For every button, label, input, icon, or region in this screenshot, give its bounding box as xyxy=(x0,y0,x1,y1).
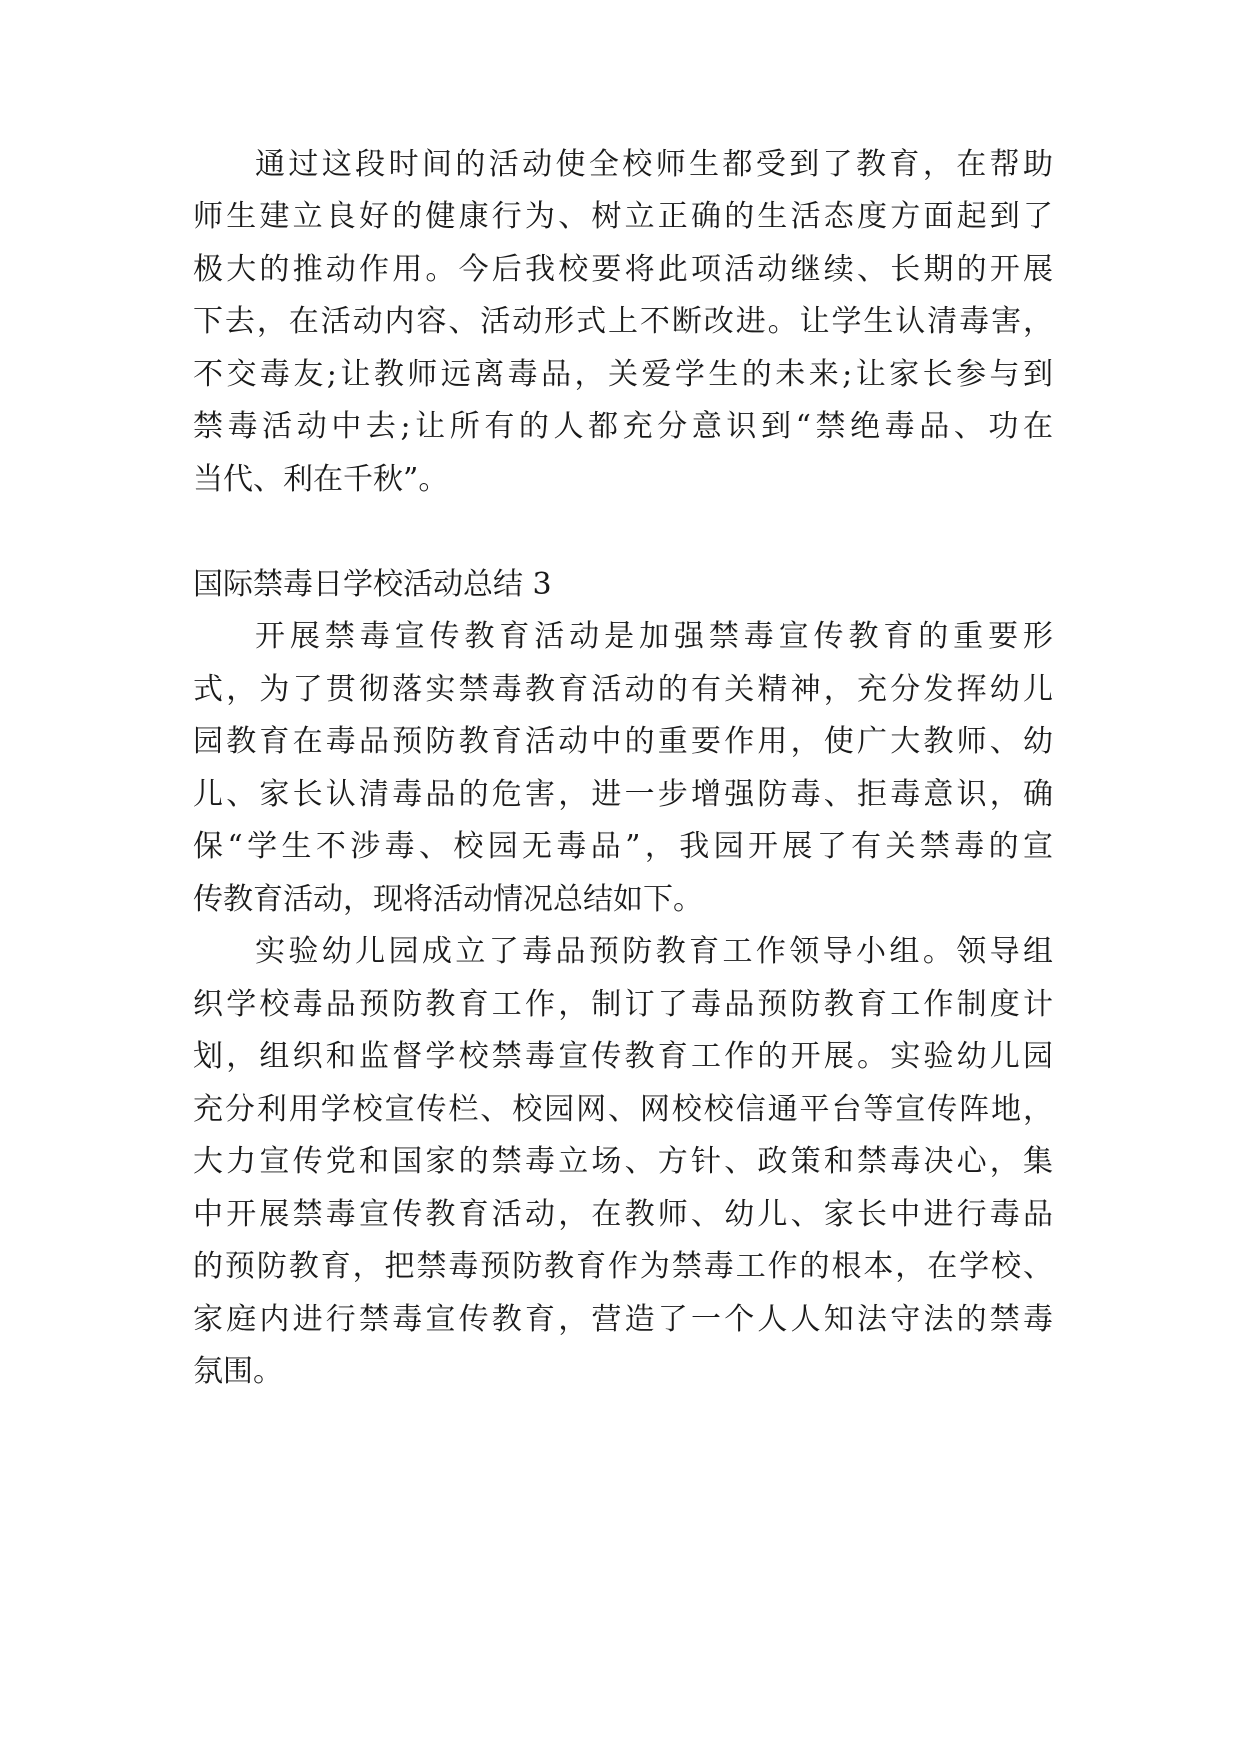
paragraph-line: 的预防教育，把禁毒预防教育作为禁毒工作的根本，在学校、 xyxy=(193,1249,1053,1284)
paragraph-line: 家庭内进行禁毒宣传教育，营造了一个人人知法守法的禁毒 xyxy=(193,1302,1053,1337)
paragraph-line: 大力宣传党和国家的禁毒立场、方针、政策和禁毒决心，集 xyxy=(193,1144,1053,1179)
paragraph-line: 传教育活动，现将活动情况总结如下。 xyxy=(193,882,703,917)
paragraph-line: 式，为了贯彻落实禁毒教育活动的有关精神，充分发挥幼儿 xyxy=(193,672,1053,707)
paragraph-line: 极大的推动作用。今后我校要将此项活动继续、长期的开展 xyxy=(193,252,1053,287)
section-title: 国际禁毒日学校活动总结 3 xyxy=(193,567,552,602)
paragraph-line: 儿、家长认清毒品的危害，进一步增强防毒、拒毒意识，确 xyxy=(193,777,1053,812)
paragraph-line: 不交毒友;让教师远离毒品，关爱学生的未来;让家长参与到 xyxy=(193,357,1053,392)
paragraph-line: 中开展禁毒宣传教育活动，在教师、幼儿、家长中进行毒品 xyxy=(193,1197,1053,1232)
paragraph-line: 开展禁毒宣传教育活动是加强禁毒宣传教育的重要形 xyxy=(255,619,1053,654)
paragraph-line: 实验幼儿园成立了毒品预防教育工作领导小组。领导组 xyxy=(255,934,1053,969)
paragraph-line: 下去，在活动内容、活动形式上不断改进。让学生认清毒害， xyxy=(193,304,1053,339)
paragraph-line: 划，组织和监督学校禁毒宣传教育工作的开展。实验幼儿园 xyxy=(193,1039,1053,1074)
paragraph-line: 保“学生不涉毒、校园无毒品”，我园开展了有关禁毒的宣 xyxy=(193,829,1053,864)
paragraph-line: 织学校毒品预防教育工作，制订了毒品预防教育工作制度计 xyxy=(193,987,1053,1022)
paragraph-line: 师生建立良好的健康行为、树立正确的生活态度方面起到了 xyxy=(193,199,1053,234)
paragraph-line: 通过这段时间的活动使全校师生都受到了教育，在帮助 xyxy=(255,147,1053,182)
paragraph-line: 禁毒活动中去;让所有的人都充分意识到“禁绝毒品、功在 xyxy=(193,409,1053,444)
paragraph-line: 园教育在毒品预防教育活动中的重要作用，使广大教师、幼 xyxy=(193,724,1053,759)
paragraph-line: 当代、利在千秋”。 xyxy=(193,462,449,497)
paragraph-line: 充分利用学校宣传栏、校园网、网校校信通平台等宣传阵地， xyxy=(193,1092,1053,1127)
paragraph-line: 氛围。 xyxy=(193,1354,283,1389)
